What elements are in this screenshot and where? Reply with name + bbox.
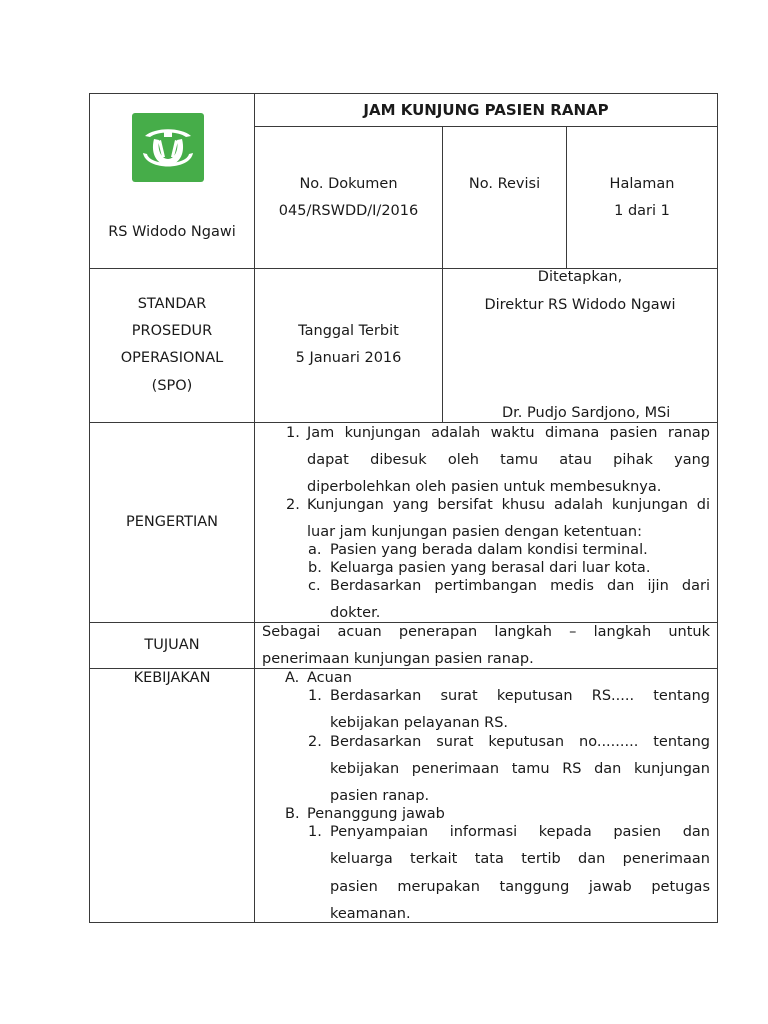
issue-date-label: Tanggal Terbit — [298, 323, 399, 339]
kebijakan-a1-line-1: Berdasarkan surat keputusan RS..... tentang — [330, 688, 710, 704]
kebijakan-a-letter: A. — [285, 670, 300, 686]
kebijakan-a1-number: 1. — [308, 688, 322, 704]
pengertian-sub-c-line-1: Berdasarkan pertimbangan medis dan ijin dari — [330, 578, 710, 594]
approval-role: Direktur RS Widodo Ngawi — [484, 297, 676, 313]
hospital-emblem-icon — [132, 113, 204, 182]
pengertian-sub-c-line-2: dokter. — [330, 605, 381, 621]
issue-date-value: 5 Januari 2016 — [295, 350, 402, 366]
pengertian-item-2-number: 2. — [286, 497, 300, 513]
revision-col-divider — [566, 126, 567, 269]
spo-row-divider — [89, 422, 718, 423]
kebijakan-b-title: Penanggung jawab — [307, 806, 445, 822]
pengertian-item-1-line-2: dapat dibesuk oleh tamu atau pihak yang — [307, 452, 710, 468]
kebijakan-a2-number: 2. — [308, 734, 322, 750]
pengertian-sub-a-letter: a. — [308, 542, 322, 558]
approver-name: Dr. Pudjo Sardjono, MSi — [502, 405, 671, 421]
approval-label: Ditetapkan, — [537, 269, 623, 285]
document-title: JAM KUNJUNG PASIEN RANAP — [363, 101, 609, 119]
spo-label-line-1: STANDAR — [137, 296, 207, 312]
spo-label-line-3: OPERASIONAL — [120, 350, 224, 366]
pengertian-item-1-number: 1. — [286, 425, 300, 441]
kebijakan-b1-line-4: keamanan. — [330, 906, 411, 922]
doc-no-label: No. Dokumen — [299, 176, 398, 192]
pengertian-sub-a: Pasien yang berada dalam kondisi terminal. — [330, 542, 648, 558]
kebijakan-b1-line-3: pasien merupakan tanggung jawab petugas — [330, 879, 710, 895]
page-label: Halaman — [609, 176, 675, 192]
kebijakan-b-letter: B. — [285, 806, 300, 822]
page-value: 1 dari 1 — [614, 203, 670, 219]
kebijakan-a-title: Acuan — [307, 670, 352, 686]
title-row-divider — [254, 126, 718, 127]
tujuan-label: TUJUAN — [144, 637, 200, 653]
tujuan-line-2: penerimaan kunjungan pasien ranap. — [262, 651, 534, 667]
kebijakan-b1-line-1: Penyampaian informasi kepada pasien dan — [330, 824, 710, 840]
kebijakan-a2-line-3: pasien ranap. — [330, 788, 430, 804]
pengertian-sub-b: Keluarga pasien yang berasal dari luar kota. — [330, 560, 651, 576]
table-border-right — [717, 93, 718, 923]
spo-label-line-4: (SPO) — [151, 378, 193, 394]
tujuan-line-1: Sebagai acuan penerapan langkah – langkah untuk — [262, 624, 710, 640]
spo-label-line-2: PROSEDUR — [131, 323, 213, 339]
kebijakan-a2-line-2: kebijakan penerimaan tamu RS dan kunjungan — [330, 761, 710, 777]
pengertian-item-1-line-3: diperbolehkan oleh pasien untuk membesuknya. — [307, 479, 662, 495]
hospital-name: RS Widodo Ngawi — [108, 224, 236, 240]
table-border-left — [89, 93, 90, 923]
pengertian-item-1-line-1: Jam kunjungan adalah waktu dimana pasien ranap — [307, 425, 710, 441]
kebijakan-a1-line-2: kebijakan pelayanan RS. — [330, 715, 509, 731]
pengertian-item-2-line-1: Kunjungan yang bersifat khusu adalah kunjungan di — [307, 497, 710, 513]
kebijakan-b1-number: 1. — [308, 824, 322, 840]
table-border-top — [89, 93, 718, 94]
kebijakan-b1-line-2: keluarga terkait tata tertib dan penerimaan — [330, 851, 710, 867]
pengertian-item-2-line-2: luar jam kunjungan pasien dengan ketentuan: — [307, 524, 642, 540]
doc-no-value: 045/RSWDD/I/2016 — [278, 203, 419, 219]
pengertian-sub-b-letter: b. — [308, 560, 322, 576]
pengertian-sub-c-letter: c. — [308, 578, 321, 594]
hospital-logo — [132, 113, 204, 182]
pengertian-label: PENGERTIAN — [125, 514, 219, 530]
kebijakan-label: KEBIJAKAN — [133, 670, 211, 686]
revision-label: No. Revisi — [468, 176, 541, 192]
kebijakan-a2-line-1: Berdasarkan surat keputusan no......... tentang — [330, 734, 710, 750]
